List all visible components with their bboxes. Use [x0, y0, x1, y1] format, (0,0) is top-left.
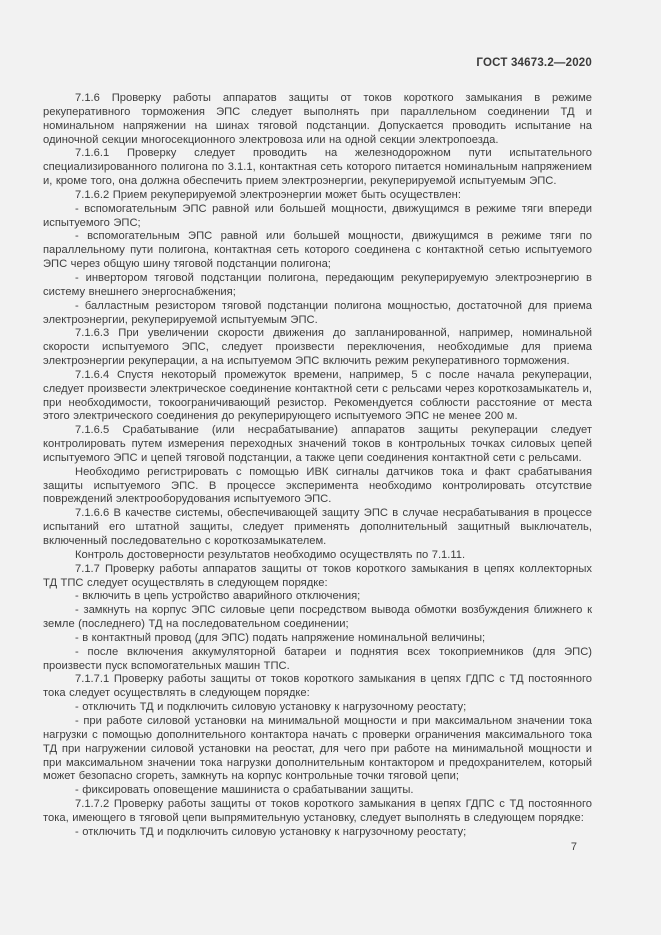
paragraph: 7.1.6.2 Прием рекуперируемой электроэнергии может быть осуществлен:	[75, 188, 461, 201]
list-item: - включить в цепь устройство аварийного отключения;	[75, 590, 361, 603]
list-item: - инвертором тяговой подстанции полигона, передающим рекуперируемую электроэнергию в систему внешнего энергоснабжения;	[43, 271, 592, 298]
paragraph: 7.1.6.6 В качестве системы, обеспечивающей защиту ЭПС в случае несрабатывания в процессе испытаний его штатной защиты, следует применять дополнительный защитный выключатель, включенный последовательно с короткозамыкателем.	[43, 507, 592, 547]
list-item: - балластным резистором тяговой подстанции полигона мощностью, достаточной для приема электроэнергии, рекуперируемой испытуемым ЭПС.	[43, 299, 592, 326]
list-item: - отключить ТД и подключить силовую установку к нагрузочному реостату;	[75, 825, 467, 838]
paragraph: 7.1.6.5 Срабатывание (или несрабатывание) аппаратов защиты рекуперации следует контролировать путем измерения переходных значений токов в контрольных точках силовых цепей испытуемого ЭПС и цепей тяговой подстанции, а также цепи соединения контактной сети с рельсами.	[43, 424, 592, 464]
paragraph: 7.1.7 Проверку работы аппаратов защиты от токов короткого замыкания в цепях коллекторных ТД ТПС следует осуществлять в следующем порядке:	[43, 562, 592, 589]
list-item: - замкнуть на корпус ЭПС силовые цепи посредством вывода обмотки возбуждения ближнего к земле (последнего) ТД на последовательном соединении;	[43, 604, 592, 631]
list-item: - в контактный провод (для ЭПС) подать напряжение номинальной величины;	[75, 631, 486, 644]
paragraph: Необходимо регистрировать с помощью ИВК сигналы датчиков тока и факт срабатывания защиты испытуемого ЭПС. В процессе эксперимента необходимо контролировать отсутствие повреждений электрооборудования испытуемого ЭПС.	[43, 465, 592, 506]
list-item: - при работе силовой установки на минимальной мощности и при максимальном значении тока нагрузки с помощью дополнительного контактора начать с проверки ограничения максимального тока ТД при нагружении силовой установки на реостат, для чего при работе на минимальной мощности и при максимальном значении тока нагрузки дополнительным контактором и предохранителем, который может безопасно сгореть, замкнуть на корпус контрольные точки тяговой цепи;	[43, 714, 592, 783]
paragraph: Контроль достоверности результатов необходимо осуществлять по 7.1.11.	[75, 548, 466, 561]
paragraph: 7.1.6.3 При увеличении скорости движения до запланированной, например, номинальной скорости испытуемого ЭПС, следует произвести переключения, необходимые для приема электроэнергии рекуперации, а на испытуемом ЭПС включить режим рекуперативного торможения.	[43, 327, 592, 368]
paragraph: 7.1.6.4 Спустя некоторый промежуток времени, например, 5 с после начала рекуперации, следует произвести электрическое соединение контактной сети с рельсами через короткозамыкатель и, при необходимости, токоограничивающий резистор. Рекомендуется соблюсти расстояние от места этого электрического соединения до рекуперирующего испытуемого ЭПС не менее 200 м.	[43, 368, 592, 423]
paragraph: 7.1.6 Проверку работы аппаратов защиты от токов короткого замыкания в режиме рекуперативного торможения ЭПС следует выполнять при параллельном соединении ТД и номинальном напряжении на шинах тяговой подстанции. Допускается проводить испытание на одиночной секции многосекционного электровоза или на одной секции электропоезда.	[43, 92, 592, 146]
paragraph: 7.1.7.2 Проверку работы защиты от токов короткого замыкания в цепях ГДПС с ТД постоянного тока, имеющего в тяговой цепи выпрямительную установку, следует выполнять в следующем порядке:	[43, 798, 592, 824]
list-item: - фиксировать оповещение машиниста о срабатывании защиты.	[75, 784, 414, 797]
paragraph: 7.1.7.1 Проверку работы защиты от токов короткого замыкания в цепях ГДПС с ТД постоянного тока следует осуществлять в следующем порядке:	[43, 673, 592, 700]
paragraph: 7.1.6.1 Проверку следует проводить на железнодорожном пути испытательного специализированного полигона по 3.1.1, контактная сеть которого питается номинальным напряжением и, кроме того, она должна обеспечить прием электроэнергии, рекуперируемой испытуемым ЭПС.	[43, 147, 592, 188]
list-item: - вспомогательным ЭПС равной или большей мощности, движущимся в режиме тяги по параллельному пути полигона, контактная сеть которого соединена с контактной сетью испытуемого ЭПС через общую шину тяговой подстанции полигона;	[43, 230, 592, 271]
list-item: - отключить ТД и подключить силовую установку к нагрузочному реостату;	[75, 701, 467, 714]
standard-number: ГОСТ 34673.2—2020	[476, 57, 592, 69]
document-body	[43, 92, 592, 840]
page-number: 7	[570, 841, 577, 853]
list-item: - после включения аккумуляторной батареи и поднятия всех токоприемников (для ЭПС) произвести пуск вспомогательных машин ТПС.	[43, 645, 592, 672]
list-item: - вспомогательным ЭПС равной или большей мощности, движущимся в режиме тяги впереди испытуемого ЭПС;	[43, 202, 592, 229]
